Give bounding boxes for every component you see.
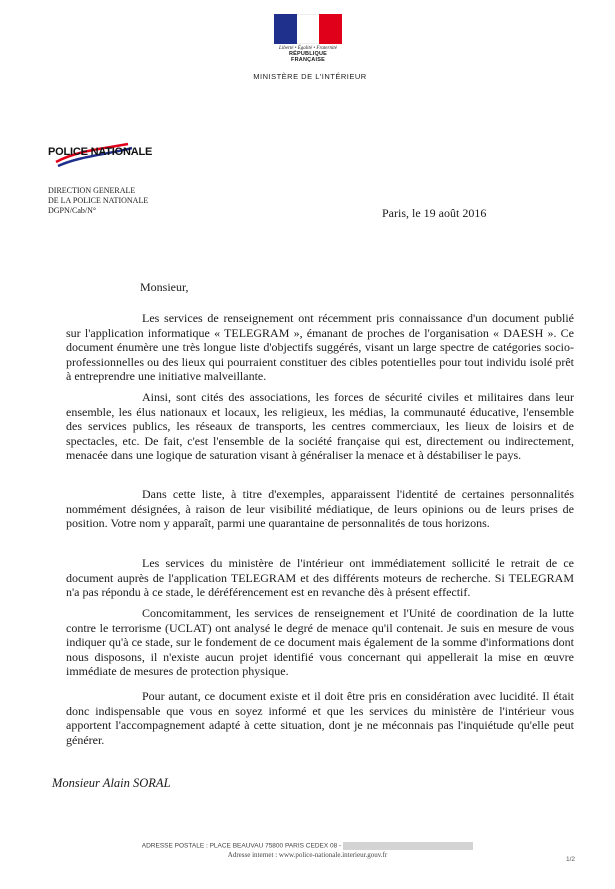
sender-line-1: DIRECTION GENERALE (48, 186, 136, 195)
footer-address: ADRESSE POSTALE : PLACE BEAUVAU 75800 PARIS CEDEX 08 - (141, 842, 342, 850)
body-paragraph-6: Pour autant, ce document existe et il doit être pris en considération avec lucidité. Il était donc indispensable que vous en soyez informé et que les services du ministère de l'intérieur vous apportent l'accompagnement adapté à cette situation, dont je ne méconnais pas l'inquiétude qu'elle peut générer. (66, 689, 574, 747)
footer-internet: Adresse internet : www.police-nationale.interieur.gouv.fr (227, 851, 388, 859)
body-paragraph-1: Les services de renseignement ont récemment pris connaissance d'un document publié sur l'application informatique « TELEGRAM », émanant de proches de l'organisation « DAESH ». Ce document énumère une très longue liste d'objectifs suggérés, visant un large spectre de catégories socio-professionnelles ou des lieux qui pourraient constituer des cibles potentielles pour tout individu isolé prêt à entreprendre une initiative malveillante. (66, 311, 574, 384)
page-number: 1/2 (566, 856, 576, 863)
salutation: Monsieur, (140, 280, 189, 294)
body-paragraph-2: Ainsi, sont cités des associations, les forces de sécurité civiles et militaires dans leur ensemble, les élus nationaux et locaux, les religieux, les médias, la communauté éducative, l'ensemble des services publics, les réseaux de transports, les centres commerciaux, les lieux de loisirs et de spectacles, etc. De fait, c'est l'ensemble de la société française qui est, directement ou indirectement, menacée dans une logique de saturation visant à généraliser la menace et à déstabiliser le pays. (66, 390, 574, 463)
body-paragraph-3: Dans cette liste, à titre d'exemples, apparaissent l'identité de certaines personnalités nommément désignées, à raison de leur visibilité médiatique, de leurs opinions ou de leurs prises de position. Votre nom y apparaît, parmi une quarantaine de personnalités de tous horizons. (66, 487, 574, 531)
letter-date: Paris, le 19 août 2016 (382, 206, 487, 220)
logo-motto: Liberté • Égalité • Fraternité (279, 46, 337, 51)
footer-address-line (0, 842, 615, 850)
sender-line-2: DE LA POLICE NATIONALE (48, 196, 149, 205)
republique-francaise-logo (274, 14, 342, 63)
police-logo-text: POLICE NATIONALE (48, 146, 153, 158)
recipient-name: Monsieur Alain SORAL (52, 776, 171, 790)
sender-reference: DGPN/Cab/N° (48, 206, 97, 215)
sender-block (48, 186, 148, 216)
police-nationale-logo (48, 138, 160, 172)
body-paragraph-5: Concomitamment, les services de renseignement et l'Unité de coordination de la lutte contre le terrorisme (UCLAT) ont analysé le degré de menace qu'il contenait. Je suis en mesure de vous indiquer qu'à ce stade, sur le fondement de ce document mais également de la somme d'informations dont nous disposons, il n'existe aucun projet identifié vous concernant qui appellerait la mise en œuvre immédiate de mesures de protection physique. (66, 606, 574, 679)
redacted-block (343, 842, 473, 850)
logo-republic: RÉPUBLIQUE FRANÇAISE (288, 51, 328, 63)
body-paragraph-4: Les services du ministère de l'intérieur ont immédiatement sollicité le retrait de ce document auprès de l'application TELEGRAM et des différents moteurs de recherche. Si TELEGRAM n'a pas répondu à ce stade, le déréférencement est en revanche dès à présent effectif. (66, 556, 574, 600)
ministry-name: MINISTÈRE DE L'INTÉRIEUR (253, 72, 367, 81)
marianne-flag-icon (274, 14, 342, 44)
